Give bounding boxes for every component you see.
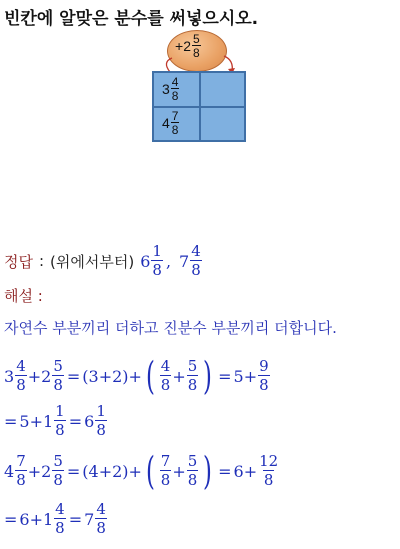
eq1-b-num: 5	[53, 357, 63, 375]
answer-blank-top[interactable]	[203, 75, 244, 104]
eq3-equals: =	[66, 461, 81, 481]
eq3-a-whole: 4	[4, 461, 15, 481]
cell1-fraction	[171, 76, 180, 102]
eq4-res-fraction	[95, 502, 107, 536]
cell2-fraction	[171, 110, 180, 136]
eq3-f1-fraction	[160, 454, 172, 488]
left-arrow	[166, 58, 172, 72]
eq3-r-fraction	[258, 454, 279, 488]
eq3-f1-num: 7	[160, 452, 171, 470]
eq1-f1-num: 4	[160, 357, 171, 375]
eq1-close-paren: )	[203, 354, 213, 398]
equation-line-3	[4, 449, 280, 493]
eq3-r-num: 12	[259, 452, 279, 470]
eq3-whole-group: (4+2)	[82, 461, 129, 481]
eq3-f2-fraction	[187, 454, 199, 488]
eq3-b-num: 5	[53, 452, 63, 470]
eq3-f2-den: 8	[187, 471, 198, 489]
equation-line-1	[4, 354, 271, 398]
eq1-equals-2: =	[218, 366, 232, 386]
answer2-denominator: 8	[191, 261, 201, 279]
cell1-denominator: 8	[171, 89, 179, 103]
cell-bottom-left	[162, 110, 180, 136]
eq1-whole-group: (3+2)	[82, 366, 129, 386]
answer1-numerator: 1	[152, 242, 162, 260]
cell-top-left	[162, 76, 180, 102]
eq2-lhs: 5+1	[19, 411, 54, 431]
answer-values	[140, 244, 203, 278]
eq1-f2-den: 8	[187, 376, 198, 394]
eq1-plus-4: +	[243, 366, 258, 386]
eq1-a-den: 8	[16, 376, 26, 394]
eq3-plus-4: +	[243, 461, 258, 481]
question-title: 빈칸에 알맞은 분수를 써넣으시오.	[4, 9, 259, 29]
answer-note: (위에서부터)	[50, 252, 135, 271]
eq4-m-den: 8	[55, 519, 65, 537]
cell1-numerator: 4	[171, 75, 179, 89]
eq4-lhs: 6+1	[19, 509, 54, 529]
explanation-text: 자연수 부분끼리 더하고 진분수 부분끼리 더합니다.	[4, 319, 337, 337]
eq4-m-fraction	[54, 502, 66, 536]
eq3-plus: +	[27, 461, 42, 481]
answer1-whole: 6	[140, 251, 151, 271]
eq3-a-num: 7	[16, 452, 26, 470]
answer-separator: ,	[165, 251, 172, 271]
cell2-whole: 4	[162, 115, 170, 131]
answer1-fraction	[151, 244, 163, 278]
answer2-numerator: 4	[191, 242, 201, 260]
eq4-m-num: 4	[55, 500, 65, 518]
eq2-res-num: 1	[96, 402, 106, 420]
eq4-equals: =	[4, 509, 18, 529]
eq3-plus-3: +	[172, 461, 186, 481]
eq2-m-den: 8	[55, 421, 65, 439]
eq1-b-den: 8	[53, 376, 63, 394]
eq3-f2-num: 5	[187, 452, 198, 470]
eq1-a-whole: 3	[4, 366, 15, 386]
eq2-res-whole: 6	[84, 411, 95, 431]
answer-blank-bottom[interactable]	[203, 110, 244, 139]
grid-divider-horizontal	[154, 106, 244, 108]
eq1-plus-3: +	[172, 366, 186, 386]
answer2-fraction	[190, 244, 202, 278]
answer1-denominator: 8	[152, 261, 162, 279]
eq3-a-den: 8	[16, 471, 26, 489]
eq1-f2-num: 5	[187, 357, 198, 375]
eq3-f1-den: 8	[160, 471, 171, 489]
eq4-equals-2: =	[68, 509, 83, 529]
eq3-a-fraction	[15, 454, 27, 488]
eq3-r-den: 8	[263, 471, 274, 489]
equation-line-2	[4, 404, 108, 438]
eq2-res-fraction	[95, 404, 107, 438]
eq1-equals: =	[66, 366, 81, 386]
eq1-b-whole: 2	[41, 366, 52, 386]
eq3-equals-2: =	[218, 461, 232, 481]
eq1-r-fraction	[258, 359, 270, 393]
cell2-denominator: 8	[171, 123, 179, 137]
answer-line	[4, 244, 203, 278]
eq3-open-paren: (	[145, 449, 155, 493]
adder-denominator: 8	[192, 46, 200, 60]
eq2-m-fraction	[54, 404, 66, 438]
adder-whole: 2	[183, 38, 191, 54]
cell1-whole: 3	[162, 81, 170, 97]
eq2-equals-2: =	[68, 411, 83, 431]
explanation-label: 해설 :	[4, 287, 43, 305]
eq3-b-fraction	[52, 454, 64, 488]
eq2-equals: =	[4, 411, 18, 431]
cell2-numerator: 7	[171, 109, 179, 123]
eq2-res-den: 8	[96, 421, 106, 439]
eq3-close-paren: )	[203, 449, 213, 493]
eq1-a-num: 4	[16, 357, 26, 375]
eq4-res-num: 4	[96, 500, 106, 518]
answer-colon: :	[38, 252, 45, 270]
adder-numerator: 5	[192, 32, 200, 46]
eq2-m-num: 1	[55, 402, 65, 420]
eq4-res-whole: 7	[84, 509, 95, 529]
eq1-a-fraction	[15, 359, 27, 393]
eq3-result-whole: 6	[233, 461, 244, 481]
eq1-result-whole: 5	[233, 366, 244, 386]
eq1-r-den: 8	[259, 376, 269, 394]
eq1-r-num: 9	[259, 357, 269, 375]
eq3-b-whole: 2	[41, 461, 52, 481]
eq1-open-paren: (	[145, 354, 155, 398]
fraction-grid	[152, 71, 246, 142]
eq1-f2-fraction	[187, 359, 199, 393]
answer2-whole: 7	[179, 251, 190, 271]
equation-line-4	[4, 502, 108, 536]
eq3-plus-2: +	[128, 461, 142, 481]
eq4-res-den: 8	[96, 519, 106, 537]
eq3-b-den: 8	[53, 471, 63, 489]
eq1-plus: +	[27, 366, 42, 386]
eq1-f1-fraction	[160, 359, 172, 393]
eq1-f1-den: 8	[160, 376, 171, 394]
answer-label: 정답	[4, 252, 33, 271]
adder-operator: +	[175, 38, 184, 54]
eq1-plus-2: +	[128, 366, 142, 386]
eq1-b-fraction	[52, 359, 64, 393]
